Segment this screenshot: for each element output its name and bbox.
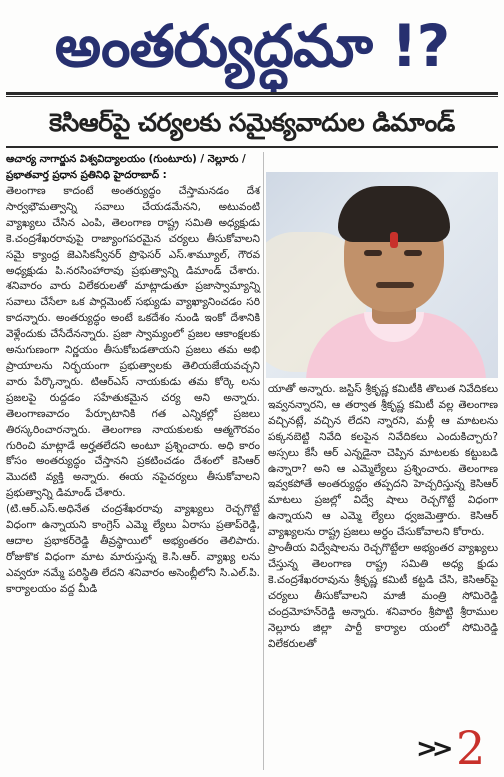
article-column-right (268, 382, 498, 652)
page-number: 2 (456, 721, 486, 775)
article-paragraph: యాతో అన్నారు. జస్టిస్ శ్రీకృష్ణ కమిటీకి తొలుత నివేదికలు ఇవ్వనన్నారని, ఆ తర్వాత శ్రీకృష్ణ కమిటీ వల్ల తెలంగాణ వచ్చినట్లే, వచ్చిన లేదని న్నారని, మళ్లీ ఆ మాటలను పక్కనబెట్టి నివేది కలపైన నివేదికలు ఎందుకిచ్చారు? అస్సలు కేసీ ఆర్ ఎన్నడైనా చెప్పిన మాటలకు కట్టుబడి ఉన్నారా? అని ఆ ఎమ్మెల్యేలు ప్రశ్నించారు. తెలంగాణ ఇవ్వకపోతే అంతర్యుద్ధం తప్పదని హెచ్చరిస్తున్న కెసిఆర్ మాటలు ప్రజల్లో విద్వే షాలు రెచ్చగొట్టే విధంగా ఉన్నాయని ఆ ఎమ్మె ల్యేలు ధ్వజమెత్తారు. కెసిఆర్ వ్యాఖ్యలను రాష్ట్ర ప్రజలు అర్ధం చేసుకోవాలని కోరారు. (268, 383, 498, 539)
portrait-photo (266, 172, 498, 378)
subheadline: కెసిఆర్‌పై చర్యలకు సమైక్యవాదుల డిమాండ్ (49, 108, 455, 137)
headline: అంతర్యుద్ధమా !? (54, 12, 450, 80)
divider-rule (6, 92, 498, 95)
article-column-left (6, 184, 260, 598)
divider-rule (6, 146, 498, 148)
article-paragraph: (టి.ఆర్.ఎస్.అధినేత చంద్రశేఖరరావు వ్యాఖ్యలు రెచ్చగొట్టే విధంగా ఉన్నాయని కాంగ్రెస్ ఎమ్మె ల్యేలు ఏరాసు ప్రతాప్‌రెడ్డి, ఆదాల ప్రభాకర్‌రెడ్డి తీవ్రస్థాయిలో అభ్యంతరం తెలిపారు. రోజుకొక విధంగా మాట మారుస్తున్న కె.సి.ఆర్. వ్యాఖ్య లను ఎవ్వరూ నమ్మే పరిస్థితి లేదని శనివారం అసెంబ్లీలోని సి.ఎల్.పి. కార్యాలయం వద్ద మీడి (6, 503, 260, 595)
divider-rule (6, 96, 498, 97)
dateline: ఆచార్య నాగార్జున విశ్వవిద్యాలయం (గుంటూరు) / నెల్లూరు /ప్రభాతవార్త ప్రధాన ప్రతినిధి హైదరాబాద్ : (6, 154, 246, 181)
continued-on-page (416, 721, 500, 775)
article-paragraph: తెలంగాణ కాదంటే అంతర్యుద్ధం చేస్తామనడం దేశ సార్వభౌమత్వాన్ని సవాలు చేయడమేనని, అటువంటి వ్యాఖ్యలు చేసిన ఎంపి, తెలంగాణ రాష్ట్ర సమితి అధ్యక్షుడు కె.చంద్రశేఖరరావుపై రాజ్యాంగపరమైన చర్యలు తీసుకోవాలని సమై క్యాంధ్ర జెఎసికన్వీనర్ ప్రొఫెసర్ ఎస్.శామ్యూల్, గౌరవ అధ్యక్షుడు పి.నరసింహారావు ప్రభుత్వాన్ని డిమాండ్ చేశారు. శనివారం వారు విలేకరులతో మాట్లాడుతూ ప్రజాస్వామ్యాన్ని సవాలు చేసేలా ఒక పార్లమెంట్ సభ్యుడు వ్యాఖ్యానించడం సరి కాదన్నారు. అంతర్యుద్ధం అంటే ఒకదేశం నుండి ఇంకో దేశానికి వెళ్లేందుకు చేసేదేనన్నారు. ప్రజా స్వామ్యంలో ప్రజల ఆకాంక్షలకు అనుగుణంగా నిర్ణయం తీసుకోబడతాయని ప్రజలు తమ అభి ప్రాయాలను నిర్భయంగా ప్రభుత్వాలకు తెలియజేయవచ్చని వారు పేర్కొన్నారు. టిఆర్ఎస్ నాయకుడు తమ కోర్కె లను ప్రజలపై రుద్దడం సహేతుకమైన చర్య అని అన్నారు. తెలంగాణవాదం పేర్చూటానికి గత ఎన్నికల్లో ప్రజలు తిరస్కరించారన్నారు. తెలంగాణ నాయకులకు ఆత్మగౌరవం గురించి మాట్లాడే అర్హతలేదని అంటూ ప్రశ్నించారు. అధి కారం కోసం అంతర్యుద్ధం చేస్తానని ప్రకటించడం దేశంలో కెసిఆర్ మొదటి వ్యక్తి అన్నారు. ఈయ నపైచర్యలు తీసుకోవాలని ప్రభుత్వాన్ని డిమాండ్ చేశారు. (6, 185, 260, 500)
double-arrow-icon: >> (416, 734, 448, 764)
column-divider (263, 152, 264, 770)
article-paragraph: ప్రాంతీయ విద్వేషాలను రెచ్చగొట్టేలా అభ్యంతర వ్యాఖ్యలు చేస్తున్న తెలంగాణ రాష్ట్ర సమితి అధ్య క్షుడు కె.చంద్రశేఖరరావును శ్రీకృష్ణ కమిటీ కట్టడి చేసి, కెసిఆర్‌పై చర్యలు తీసుకోవాలని మాజీ మంత్రి సోమిరెడ్డి చంద్రమోహన్‌రెడ్డి అన్నారు. శనివారం శ్రీపొట్టి శ్రీరాముల నెల్లూరు జిల్లా పార్టీ కార్యాల యంలో సోమిరెడ్డి విలేకరులతో (268, 542, 498, 650)
